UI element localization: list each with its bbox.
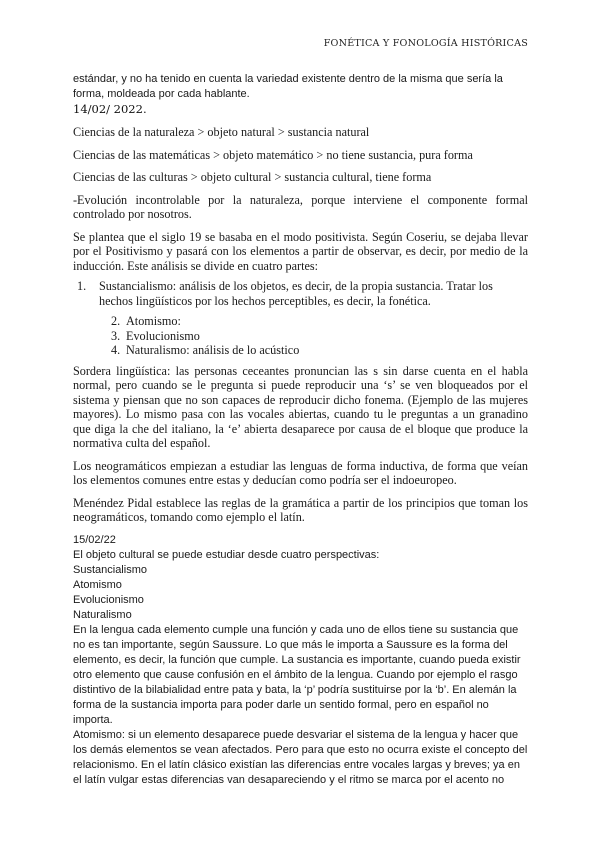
atomismo-paragraph: Atomismo: si un elemento desaparece puede desvariar el sistema de la lengua y hacer que los demás elementos se vean afectados. Pero para que esto no ocurra existe el concepto del relacionismo. En el latín clásico existían las diferencias entre vocales largas y breves; ya en el latín vulgar estas diferencias van desapareciendo y el ritmo se marca por el acento no [73,728,528,786]
list-text: Naturalismo: análisis de lo acústico [126,343,300,357]
line-culturas: Ciencias de las culturas > objeto cultural > sustancia cultural, tiene forma [73,170,432,184]
list-number: 2. [111,314,121,328]
intro-paragraph: estándar, y no ha tenido en cuenta la variedad existente dentro de la misma que sería la forma, moldeada por cada hablante. [73,73,503,100]
list-text: Evolucionismo [126,328,200,343]
perspectiva-item: Naturalismo [73,608,132,621]
list-item [111,343,528,358]
document-body [73,72,528,788]
list-item [111,329,528,344]
date-heading-1: 14/02/ 2022. [73,102,147,116]
neogramaticos-paragraph: Los neogramáticos empiezan a estudiar las lenguas de forma inductiva, de forma que veían los elementos comunes entre estas y deducían como podría ser el indoeuropeo. [73,458,528,487]
date-heading-2: 15/02/22 [73,533,116,546]
evolucion-paragraph: -Evolución incontrolable por la naturaleza, porque interviene el componente formal controlado por nosotros. [73,192,528,221]
list-number: 4. [111,343,121,357]
sordera-paragraph: Sordera lingüística: las personas ceceantes pronuncian las s sin darse cuenta en el habla normal, pero cuando se le pregunta si puede reproducir una ‘s’ se ven bloqueados por el sistema y piensan que no son capaces de reproducir dicho fonema. (Ejemplo de las mujeres mayores). Lo mismo pasa con las vocales abiertas, cuando tu le preguntas a un granadino que diga la che del italiano, la ‘e’ abierta desaparece por causa de el bloque que produce la normativa culta del español. [73,363,528,450]
perspectiva-item: Evolucionismo [73,593,144,606]
menendez-paragraph: Menéndez Pidal establece las reglas de la gramática a partir de los principios que toman los neogramáticos, tomando como ejemplo el latín. [73,495,528,524]
siglo19-paragraph: Se plantea que el siglo 19 se basaba en el modo positivista. Según Coseriu, se dejaba llevar por el Positivismo y pasará con los elementos a partir de observar, es decir, por medio de la inducción. Este análisis se divide en cuatro partes: [73,229,528,273]
objeto-cultural-line: El objeto cultural se puede estudiar desde cuatro perspectivas: [73,548,380,561]
list-number: 3. [111,328,121,343]
lengua-elemento-paragraph: En la lengua cada elemento cumple una función y cada uno de ellos tiene su sustancia que no es tan importante, según Saussure. Lo que más le importa a Saussure es la forma del elemento, es decir, la función que cumple. La sustancia es importante, cuando pueda existir otro elemento que cause confusión en el ámbito de la lengua. Cuando por ejemplo el rasgo distintivo de la bilabialidad entre pata y bata, la ‘p’ podría sustituirse por la ‘b’. En alemán la forma de la sustancia importa para poder darle un sentido formal, pero en español no importa. [73,623,521,726]
perspectiva-item: Atomismo [73,578,122,591]
sub-list [111,314,528,358]
list-number: 1. [77,279,87,293]
list-item [111,314,528,329]
list-text: Sustancialismo: análisis de los objetos, es decir, de la propia sustancia. Tratar los hechos lingüísticos por los hechos perceptibles, es decir, la fonética. [99,279,493,308]
running-header: FONÉTICA Y FONOLOGÍA HISTÓRICAS [323,38,528,49]
line-matematicas: Ciencias de las matemáticas > objeto matemático > no tiene sustancia, pura forma [73,147,473,162]
perspectiva-item: Sustancialismo [73,563,147,576]
list-item-sustancialismo [73,279,528,308]
line-naturaleza: Ciencias de la naturaleza > objeto natural > sustancia natural [73,125,370,139]
list-text: Atomismo: [126,314,181,328]
